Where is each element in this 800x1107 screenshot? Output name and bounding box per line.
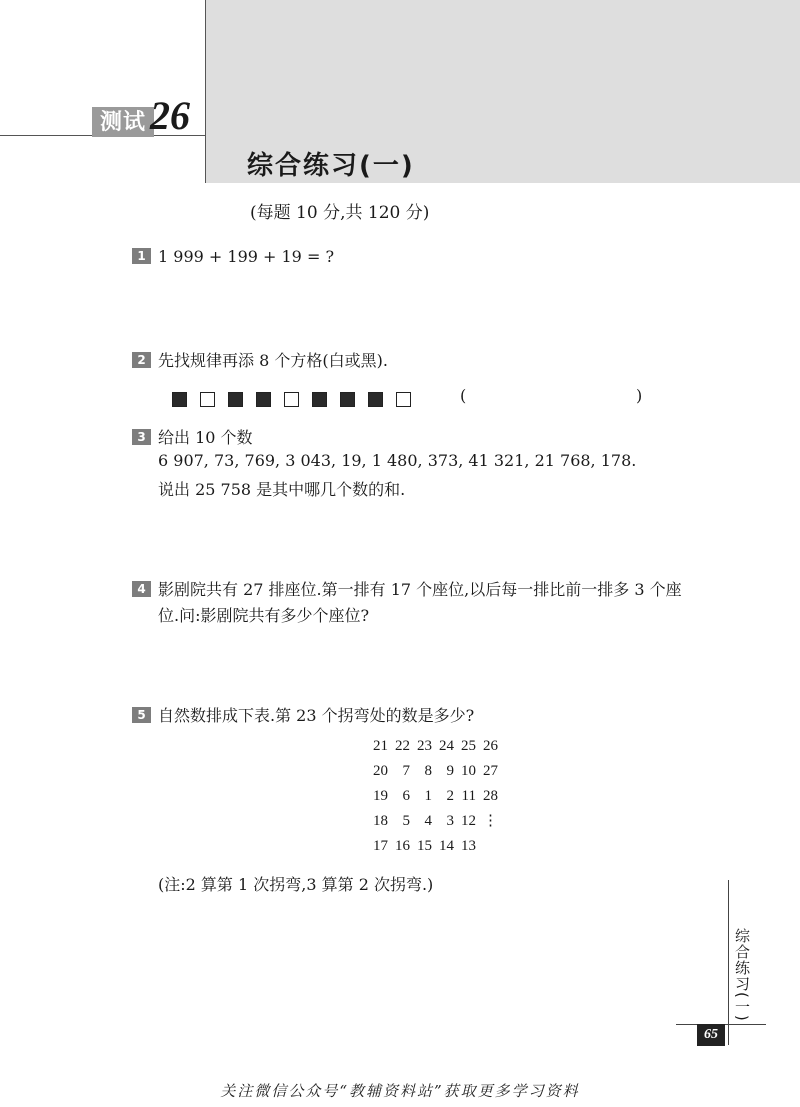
table-row xyxy=(366,759,498,784)
table-cell: 21 xyxy=(373,738,388,754)
footer-watermark: 关注微信公众号“教辅资料站”获取更多学习资料 xyxy=(220,1082,580,1100)
table-cell: 22 xyxy=(395,738,410,754)
table-cell: 14 xyxy=(439,838,454,854)
table-cell: 7 xyxy=(402,763,410,779)
table-row xyxy=(366,809,498,834)
question-note: (注:2 算第 1 次拐弯,3 算第 2 次拐弯.) xyxy=(158,875,434,894)
table-cell: 8 xyxy=(424,763,432,779)
score-note: (每题 10 分,共 120 分) xyxy=(250,203,430,223)
answer-paren-open: ( xyxy=(460,386,467,405)
white-square xyxy=(200,392,215,407)
table-cell: 27 xyxy=(483,763,498,779)
table-cell: 10 xyxy=(461,763,476,779)
black-square xyxy=(256,392,271,407)
table-row xyxy=(366,834,498,859)
number-list: 6 907, 73, 769, 3 043, 19, 1 480, 373, 41 321, 21 768, 178. xyxy=(158,451,637,470)
question-text: 影剧院共有 27 排座位.第一排有 17 个座位,以后每一排比前一排多 3 个座 xyxy=(158,580,682,599)
spiral-number-table xyxy=(366,734,498,859)
table-cell: 28 xyxy=(483,788,498,804)
white-square xyxy=(396,392,411,407)
question-3 xyxy=(132,425,253,448)
question-number-badge: 2 xyxy=(132,352,151,368)
table-cell: 15 xyxy=(417,838,432,854)
table-cell: 19 xyxy=(373,788,388,804)
table-cell: 11 xyxy=(461,788,476,804)
table-cell: ⋮ xyxy=(483,813,498,829)
table-row xyxy=(366,734,498,759)
question-2 xyxy=(132,348,388,371)
white-square xyxy=(284,392,299,407)
table-cell: 23 xyxy=(417,738,432,754)
test-label-badge: 测试 xyxy=(92,107,154,137)
answer-paren-close: ) xyxy=(636,386,643,405)
table-cell: 6 xyxy=(402,788,410,804)
black-square xyxy=(368,392,383,407)
question-number-badge: 1 xyxy=(132,248,151,264)
table-cell: 20 xyxy=(373,763,388,779)
square-pattern xyxy=(172,389,424,407)
table-cell: 9 xyxy=(446,763,454,779)
table-cell: 4 xyxy=(424,813,432,829)
side-tab-label: 综合练习(一) xyxy=(733,928,751,1022)
question-4 xyxy=(132,577,682,600)
table-cell: 24 xyxy=(439,738,454,754)
question-text-cont: 位.问:影剧院共有多少个座位? xyxy=(158,606,370,625)
side-tab-divider xyxy=(728,880,729,1045)
question-number-badge: 4 xyxy=(132,581,151,597)
table-cell: 5 xyxy=(402,813,410,829)
question-number-badge: 3 xyxy=(132,429,151,445)
table-cell: 2 xyxy=(446,788,454,804)
question-text-cont: 说出 25 758 是其中哪几个数的和. xyxy=(158,480,406,499)
table-cell: 1 xyxy=(424,788,432,804)
table-cell: 13 xyxy=(461,838,476,854)
question-text: 1 999 + 199 + 19 = ? xyxy=(158,247,335,266)
test-number: 26 xyxy=(150,93,190,138)
question-text: 先找规律再添 8 个方格(白或黑). xyxy=(158,351,388,370)
table-cell: 18 xyxy=(373,813,388,829)
black-square xyxy=(340,392,355,407)
page-number: 65 xyxy=(697,1024,725,1046)
table-cell: 17 xyxy=(373,838,388,854)
table-cell: 12 xyxy=(461,813,476,829)
black-square xyxy=(172,392,187,407)
page-title: 综合练习(一) xyxy=(247,151,415,181)
table-cell: 3 xyxy=(446,813,454,829)
question-1 xyxy=(132,247,334,266)
question-number-badge: 5 xyxy=(132,707,151,723)
header-divider-vertical xyxy=(205,0,206,183)
question-text: 自然数排成下表.第 23 个拐弯处的数是多少? xyxy=(158,706,475,725)
table-cell: 26 xyxy=(483,738,498,754)
question-text: 给出 10 个数 xyxy=(158,428,253,447)
black-square xyxy=(312,392,327,407)
table-cell: 16 xyxy=(395,838,410,854)
table-row xyxy=(366,784,498,809)
table-cell: 25 xyxy=(461,738,476,754)
black-square xyxy=(228,392,243,407)
question-5 xyxy=(132,703,474,726)
